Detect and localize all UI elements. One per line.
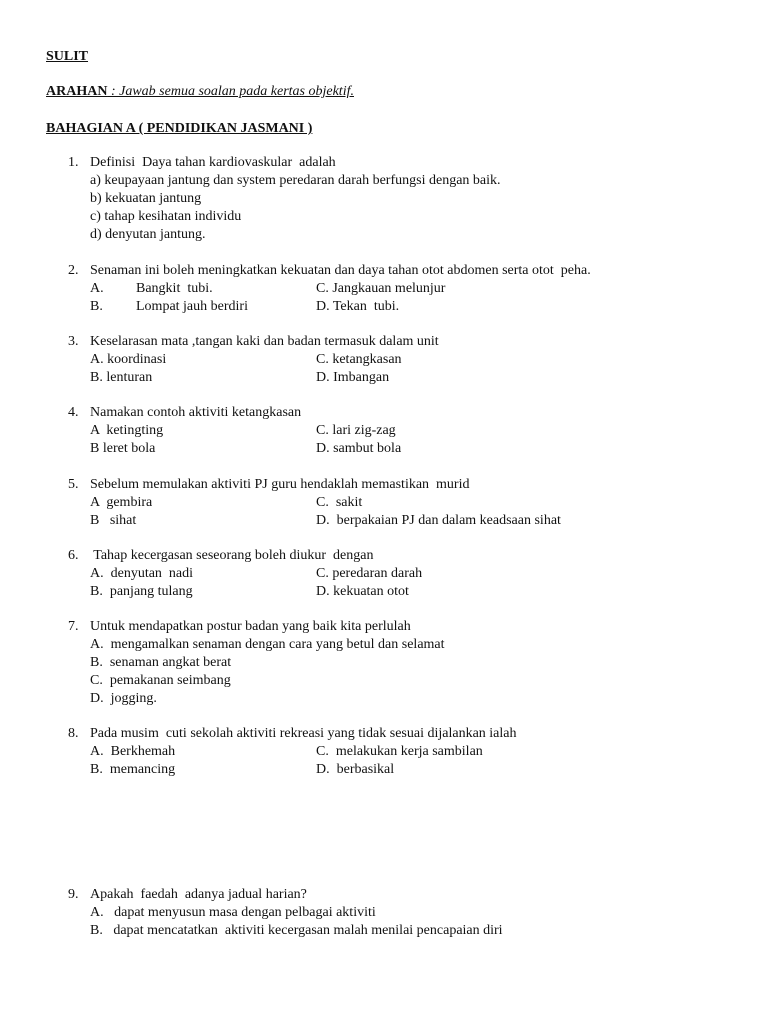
option: B leret bola — [90, 441, 156, 456]
arahan-text: : Jawab semua soalan pada kertas objektif. — [107, 84, 354, 99]
option: C. peredaran darah — [316, 566, 423, 581]
option: B sihat — [90, 513, 137, 528]
option: d) denyutan jantung. — [90, 227, 206, 242]
option: D. berpakaian PJ dan dalam keadsaan sihat — [316, 513, 561, 528]
question-number: 2. — [68, 263, 79, 278]
instruction-line — [46, 83, 354, 101]
option: a) keupayaan jantung dan system peredaran darah berfungsi dengan baik. — [90, 173, 501, 188]
question-number: 3. — [68, 334, 79, 349]
question-2 — [68, 262, 748, 316]
option: C. Jangkauan melunjur — [316, 281, 446, 296]
option: C. melakukan kerja sambilan — [316, 744, 483, 759]
question-number: 4. — [68, 405, 79, 420]
option: A. dapat menyusun masa dengan pelbagai aktiviti — [90, 905, 376, 920]
option: B. lenturan — [90, 370, 153, 385]
option: B. memancing — [90, 762, 176, 777]
question-number: 9. — [68, 887, 79, 902]
question-number: 6. — [68, 548, 79, 563]
option: C. lari zig-zag — [316, 423, 396, 438]
option: b) kekuatan jantung — [90, 191, 202, 206]
question-stem: Untuk mendapatkan postur badan yang baik kita perlulah — [90, 619, 411, 634]
question-number: 7. — [68, 619, 79, 634]
option: B. dapat mencatatkan aktiviti kecergasan malah menilai pencapaian diri — [90, 923, 503, 938]
option: D. kekuatan otot — [316, 584, 409, 599]
option: c) tahap kesihatan individu — [90, 209, 242, 224]
question-stem: Definisi Daya tahan kardiovaskular adalah — [90, 155, 336, 170]
option: A. koordinasi — [90, 352, 167, 367]
question-number: 5. — [68, 477, 79, 492]
option-text: Bangkit tubi. — [136, 281, 213, 296]
option: A. Berkhemah — [90, 744, 176, 759]
question-stem: Tahap kecergasan seseorang boleh diukur dengan — [90, 548, 374, 563]
option: D. Imbangan — [316, 370, 390, 385]
option: B. panjang tulang — [90, 584, 193, 599]
option: C. ketangkasan — [316, 352, 402, 367]
option-text: Lompat jauh berdiri — [136, 299, 248, 314]
option: C. sakit — [316, 495, 363, 510]
option: C. pemakanan seimbang — [90, 673, 231, 688]
section-title: BAHAGIAN A ( PENDIDIKAN JASMANI ) — [46, 121, 313, 136]
question-7 — [68, 618, 748, 708]
question-number: 1. — [68, 155, 79, 170]
option: A. denyutan nadi — [90, 566, 194, 581]
option: D. sambut bola — [316, 441, 402, 456]
option: D. jogging. — [90, 691, 157, 706]
question-stem: Namakan contoh aktiviti ketangkasan — [90, 405, 302, 420]
question-stem: Apakah faedah adanya jadual harian? — [90, 887, 307, 902]
question-stem: Keselarasan mata ,tangan kaki dan badan termasuk dalam unit — [90, 334, 439, 349]
option: A. mengamalkan senaman dengan cara yang betul dan selamat — [90, 637, 445, 652]
question-5 — [68, 476, 748, 530]
question-8 — [68, 725, 748, 779]
option-letter: A. — [90, 281, 104, 296]
arahan-label: ARAHAN — [46, 84, 108, 99]
question-stem: Sebelum memulakan aktiviti PJ guru hendaklah memastikan murid — [90, 477, 470, 492]
question-stem: Senaman ini boleh meningkatkan kekuatan dan daya tahan otot abdomen serta otot peha. — [90, 263, 591, 278]
option: D. Tekan tubi. — [316, 299, 400, 314]
question-4 — [68, 404, 748, 458]
option: D. berbasikal — [316, 762, 395, 777]
question-number: 8. — [68, 726, 79, 741]
question-stem: Pada musim cuti sekolah aktiviti rekreasi yang tidak sesuai dijalankan ialah — [90, 726, 517, 741]
option: A ketingting — [90, 423, 164, 438]
option: B. senaman angkat berat — [90, 655, 232, 670]
question-3 — [68, 333, 748, 387]
option-letter: B. — [90, 299, 103, 314]
question-6 — [68, 547, 748, 601]
question-1 — [68, 154, 748, 244]
question-9 — [68, 886, 748, 940]
option: A gembira — [90, 495, 153, 510]
sulit-label: SULIT — [46, 49, 89, 64]
